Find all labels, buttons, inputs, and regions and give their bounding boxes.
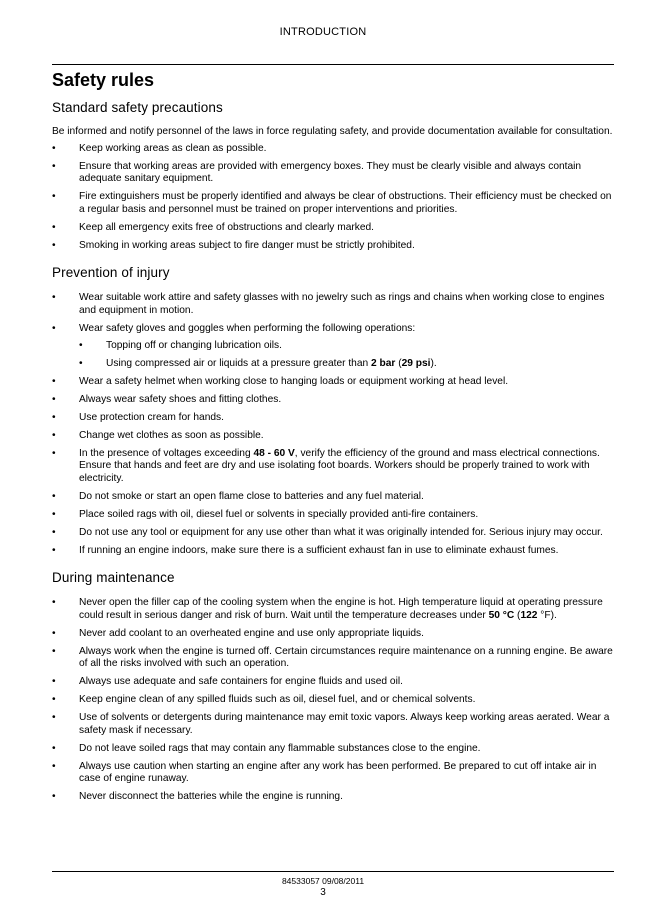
- list-item: • Always use caution when starting an engine after any work has been performed. Be prepared to cut off intake air in case of engine runaway.: [52, 761, 614, 786]
- list-item: • Use protection cream for hands.: [52, 412, 614, 425]
- list-item: • Change wet clothes as soon as possible.: [52, 430, 614, 443]
- list-item-text: Wear safety gloves and goggles when performing the following operations:: [79, 322, 416, 334]
- text: In the presence of voltages exceeding: [79, 447, 254, 459]
- running-header: INTRODUCTION: [279, 26, 367, 38]
- list-item: • Always use adequate and safe containers for engine fluids and used oil.: [52, 676, 614, 689]
- list-item: [52, 597, 614, 622]
- page-number: 3: [320, 887, 326, 898]
- list-item: • Always work when the engine is turned off. Certain circumstances require maintenance on a running engine. Be aware of all the risks involved with such an operation.: [52, 646, 614, 671]
- text: °F).: [537, 609, 557, 621]
- sub-list-item: • Topping off or changing lubrication oils.: [79, 340, 614, 353]
- list-item: • Use of solvents or detergents during maintenance may emit toxic vapors. Always keep working areas aerated. Wear a safety mask if necessary.: [52, 712, 614, 737]
- during-maintenance-list: [52, 597, 614, 804]
- page-content: [52, 68, 614, 804]
- section-heading-prevention-of-injury: Prevention of injury: [52, 265, 170, 280]
- voltage-value: 48 - 60 V: [253, 447, 295, 459]
- list-item: • Do not leave soiled rags that may contain any flammable substances close to the engine.: [52, 743, 614, 756]
- temperature-celsius-value: 50 °C: [488, 609, 515, 621]
- list-item: • Never disconnect the batteries while the engine is running.: [52, 791, 614, 804]
- temperature-fahrenheit-value: 122: [520, 609, 538, 621]
- list-item: • Do not smoke or start an open flame close to batteries and any fuel material.: [52, 491, 614, 504]
- prevention-of-injury-list: [52, 292, 614, 557]
- list-item: [52, 323, 614, 371]
- list-item: • Keep engine clean of any spilled fluids such as oil, diesel fuel, and or chemical solvents.: [52, 694, 614, 707]
- list-item: • Ensure that working areas are provided with emergency boxes. They must be clearly visible and always contain adequate sanitary equipment.: [52, 161, 614, 186]
- list-item: [52, 448, 614, 486]
- list-item: • Always wear safety shoes and fitting clothes.: [52, 394, 614, 407]
- list-item: • Keep all emergency exits free of obstructions and clearly marked.: [52, 222, 614, 235]
- header-rule: [52, 64, 614, 65]
- standard-precautions-list: [52, 143, 614, 253]
- text: Using compressed air or liquids at a pressure greater than: [106, 357, 372, 369]
- section-heading-during-maintenance: During maintenance: [52, 570, 175, 585]
- section-intro: Be informed and notify personnel of the laws in force regulating safety, and provide documentation available for consultation.: [52, 126, 613, 137]
- list-item: • Never add coolant to an overheated engine and use only appropriate liquids.: [52, 628, 614, 641]
- list-item: • If running an engine indoors, make sure there is a sufficient exhaust fan in use to eliminate exhaust fumes.: [52, 545, 614, 558]
- list-item: • Place soiled rags with oil, diesel fuel or solvents in specially provided anti-fire containers.: [52, 509, 614, 522]
- text: (: [514, 609, 521, 621]
- list-item: • Keep working areas as clean as possible.: [52, 143, 614, 156]
- section-heading-standard-precautions: Standard safety precautions: [52, 100, 223, 115]
- pressure-bar-value: 2 bar: [371, 357, 396, 369]
- text: ).: [430, 357, 437, 369]
- footer-rule: [52, 871, 614, 872]
- sub-list-item: [79, 358, 614, 371]
- text: Never open the filler cap of the cooling system when the engine is hot. High temperature liquid at operating pressure could result in serious danger and risk of burn. Wait until the temperature decreases under: [79, 597, 603, 621]
- text: , verify the efficiency of the ground and mass electrical connections. Ensure that hands and feet are dry and use isolating foot boards. Workers should be properly trained to work with electricity.: [79, 447, 600, 484]
- list-item: • Wear suitable work attire and safety glasses with no jewelry such as rings and chains when working close to engines and equipment in motion.: [52, 292, 614, 317]
- list-item: • Wear a safety helmet when working close to hanging loads or equipment working at head level.: [52, 376, 614, 389]
- operations-sublist: [79, 340, 614, 370]
- page-title: Safety rules: [52, 70, 155, 90]
- document-number: 84533057 09/08/2011: [281, 876, 365, 886]
- pressure-psi-value: 29 psi: [401, 357, 431, 369]
- list-item: • Do not use any tool or equipment for any use other than what it was originally intended for. Serious injury may occur.: [52, 527, 614, 540]
- list-item: • Smoking in working areas subject to fire danger must be strictly prohibited.: [52, 240, 614, 253]
- text: (: [395, 357, 402, 369]
- list-item: • Fire extinguishers must be properly identified and always be clear of obstructions. Their efficiency must be checked on a regular basis and personnel must be trained on proper interventions and priorities.: [52, 191, 614, 216]
